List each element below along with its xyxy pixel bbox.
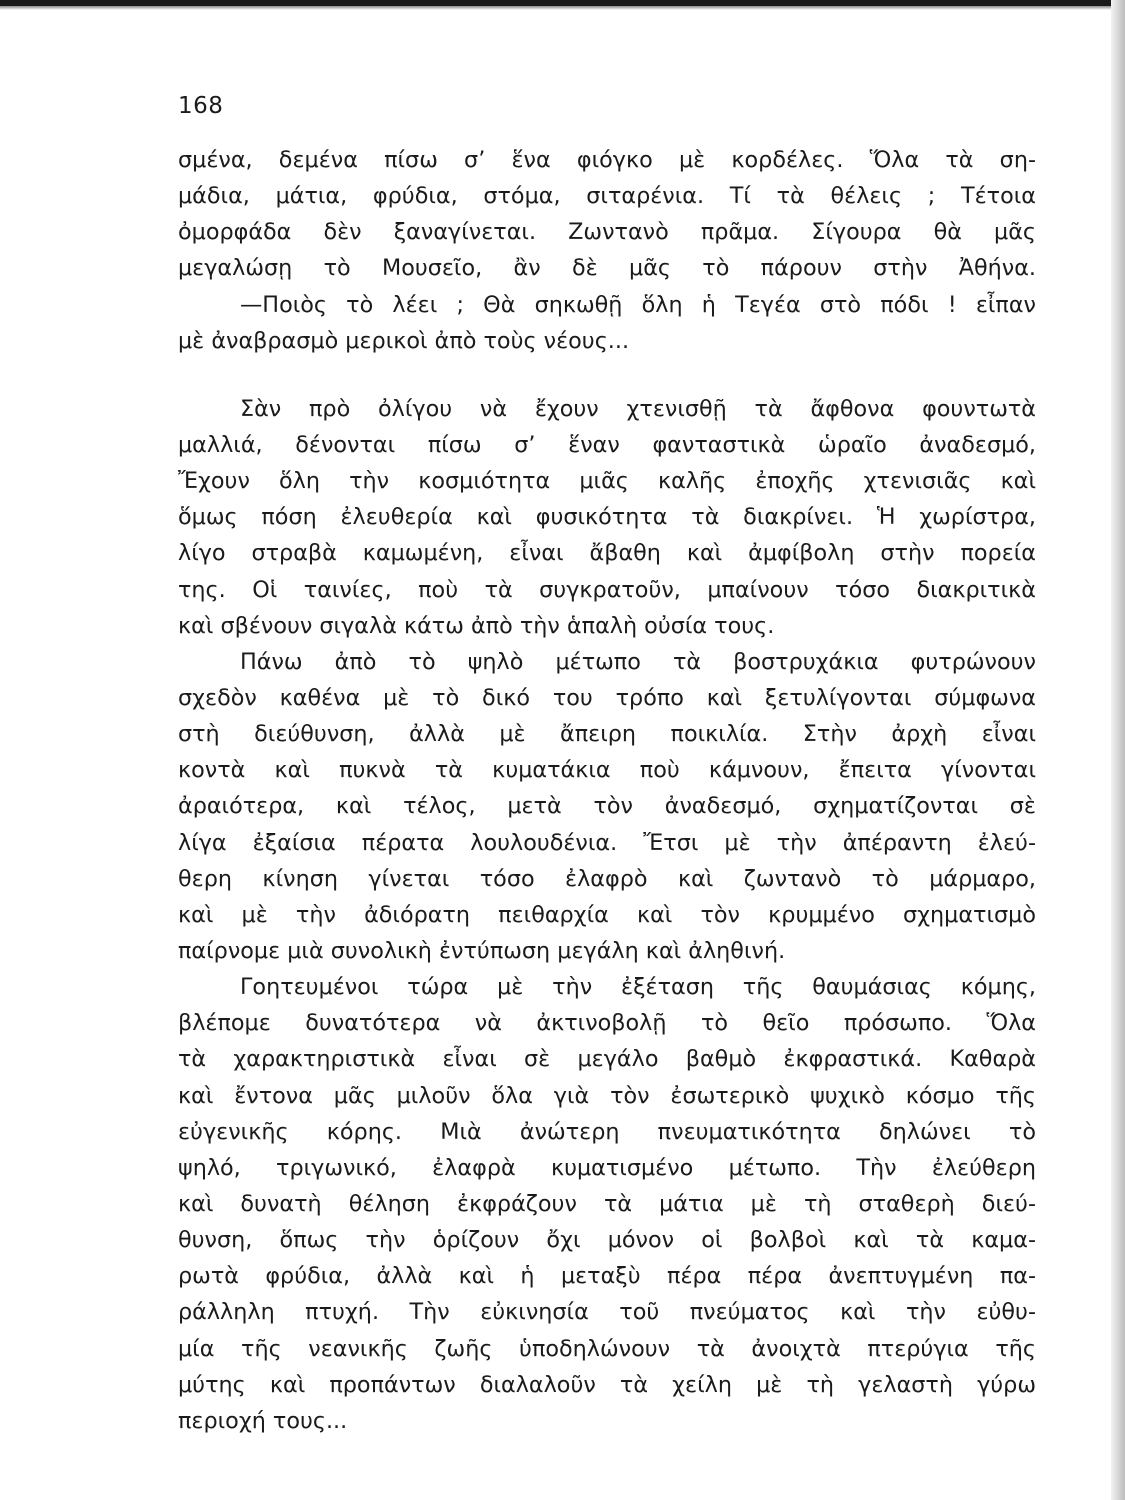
text-line: μαλλιά, δένονται πίσω σ’ ἕναν φανταστικὰ ὡραῖο ἀναδεσμό, [178,431,1036,458]
text-line: Ἔχουν ὅλη τὴν κοσμιότητα μιᾶς καλῆς ἐποχῆς χτενισιᾶς καὶ [178,468,1036,495]
text-line: καὶ δυνατὴ θέληση ἐκφράζουν τὰ μάτια μὲ τὴ σταθερὴ διεύ- [178,1190,1036,1217]
text-line: σμένα, δεμένα πίσω σ’ ἕνα φιόγκο μὲ κορδέλες. Ὅλα τὰ ση- [178,147,1036,173]
text-line: καὶ μὲ τὴν ἀδιόρατη πειθαρχία καὶ τὸν κρυμμένο σχηματισμὸ [178,901,1036,928]
text-line: Γοητευμένοι τώρα μὲ τὴν ἐξέταση τῆς θαυμάσιας κόμης, [240,974,1036,1001]
paragraph-curls [178,644,1036,969]
text-line: ἀραιότερα, καὶ τέλος, μετὰ τὸν ἀναδεσμό, σχηματίζονται σὲ [178,793,1036,820]
page-number: 168 [178,93,224,119]
text-line: κοντὰ καὶ πυκνὰ τὰ κυματάκια ποὺ κάμνουν, ἔπειτα γίνονται [178,757,1036,784]
paragraph-dialogue-continuation [178,142,1036,359]
paragraph-hair-description [178,391,1036,644]
section-break [178,359,1036,391]
text-line: μάδια, μάτια, φρύδια, στόμα, σιταρένια. Τί τὰ θέλεις ; Τέτοια [178,183,1036,210]
text-line: ὅμως πόση ἐλευθερία καὶ φυσικότητα τὰ διακρίνει. Ἡ χωρίστρα, [178,504,1036,531]
text-line: θυνση, ὅπως τὴν ὁρίζουν ὄχι μόνον οἱ βολβοὶ καὶ τὰ καμα- [178,1227,1036,1254]
text-line: λίγο στραβὰ καμωμένη, εἶναι ἄβαθη καὶ ἀμφίβολη στὴν πορεία [178,540,1036,567]
text-line: μία τῆς νεανικῆς ζωῆς ὑποδηλώνουν τὰ ἀνοιχτὰ πτερύγια τῆς [178,1335,1036,1362]
text-line: περιοχή τους... [178,1407,348,1434]
text-line: της. Οἱ ταινίες, ποὺ τὰ συγκρατοῦν, μπαίνουν τόσο διακριτικὰ [178,576,1036,603]
scan-top-shadow [0,6,1125,10]
text-line: σχεδὸν καθένα μὲ τὸ δικό του τρόπο καὶ ξετυλίγονται σύμφωνα [178,684,1036,711]
text-line: ψηλό, τριγωνικό, ἐλαφρὰ κυματισμένο μέτωπο. Τὴν ἐλεύθερη [178,1154,1036,1181]
book-page [178,88,1036,1439]
text-line: —Ποιὸς τὸ λέει ; Θὰ σηκωθῇ ὅλη ἡ Τεγέα στὸ πόδι ! εἶπαν [240,291,1036,318]
scan-right-shadow [1111,0,1125,1500]
text-line: μεγαλώσῃ τὸ Μουσεῖο, ἂν δὲ μᾶς τὸ πάρουν στὴν Ἀθήνα. [178,255,1036,282]
text-line: Σὰν πρὸ ὀλίγου νὰ ἔχουν χτενισθῇ τὰ ἄφθονα φουντωτὰ [240,395,1036,422]
text-line: στὴ διεύθυνση, ἀλλὰ μὲ ἄπειρη ποικιλία. Στὴν ἀρχὴ εἶναι [178,721,1036,748]
text-line: καὶ σβένουν σιγαλὰ κάτω ἀπὸ τὴν ἁπαλὴ οὐσία τους. [178,612,775,639]
text-line: ράλληλη πτυχή. Τὴν εὐκινησία τοῦ πνεύματος καὶ τὴν εὐθυ- [178,1299,1036,1326]
text-line: ρωτὰ φρύδια, ἀλλὰ καὶ ἡ μεταξὺ πέρα πέρα ἀνεπτυγμένη πα- [178,1263,1036,1290]
text-line: τὰ χαρακτηριστικὰ εἶναι σὲ μεγάλο βαθμὸ ἐκφραστικά. Καθαρὰ [178,1046,1036,1073]
text-line: Πάνω ἀπὸ τὸ ψηλὸ μέτωπο τὰ βοστρυχάκια φυτρώνουν [240,648,1036,675]
text-line: μὲ ἀναβρασμὸ μερικοὶ ἀπὸ τοὺς νέους... [178,327,630,354]
text-line: ὀμορφάδα δὲν ξαναγίνεται. Ζωντανὸ πρᾶμα. Σίγουρα θὰ μᾶς [178,219,1036,246]
text-line: καὶ ἔντονα μᾶς μιλοῦν ὅλα γιὰ τὸν ἐσωτερικὸ ψυχικὸ κόσμο τῆς [178,1082,1036,1109]
text-line: εὐγενικῆς κόρης. Μιὰ ἀνώτερη πνευματικότητα δηλώνει τὸ [178,1118,1036,1145]
text-line: μύτης καὶ προπάντων διαλαλοῦν τὰ χείλη μὲ τὴ γελαστὴ γύρω [178,1371,1036,1398]
text-line: παίρνομε μιὰ συνολικὴ ἐντύπωση μεγάλη καὶ ἀληθινή. [178,937,786,964]
text-line: θερη κίνηση γίνεται τόσο ἐλαφρὸ καὶ ζωντανὸ τὸ μάρμαρο, [178,865,1036,892]
text-line: βλέπομε δυνατότερα νὰ ἀκτινοβολῇ τὸ θεῖο πρόσωπο. Ὅλα [178,1010,1036,1037]
text-line: λίγα ἐξαίσια πέρατα λουλουδένια. Ἔτσι μὲ τὴν ἀπέραντη ἐλεύ- [178,829,1036,856]
paragraph-face [178,969,1036,1439]
